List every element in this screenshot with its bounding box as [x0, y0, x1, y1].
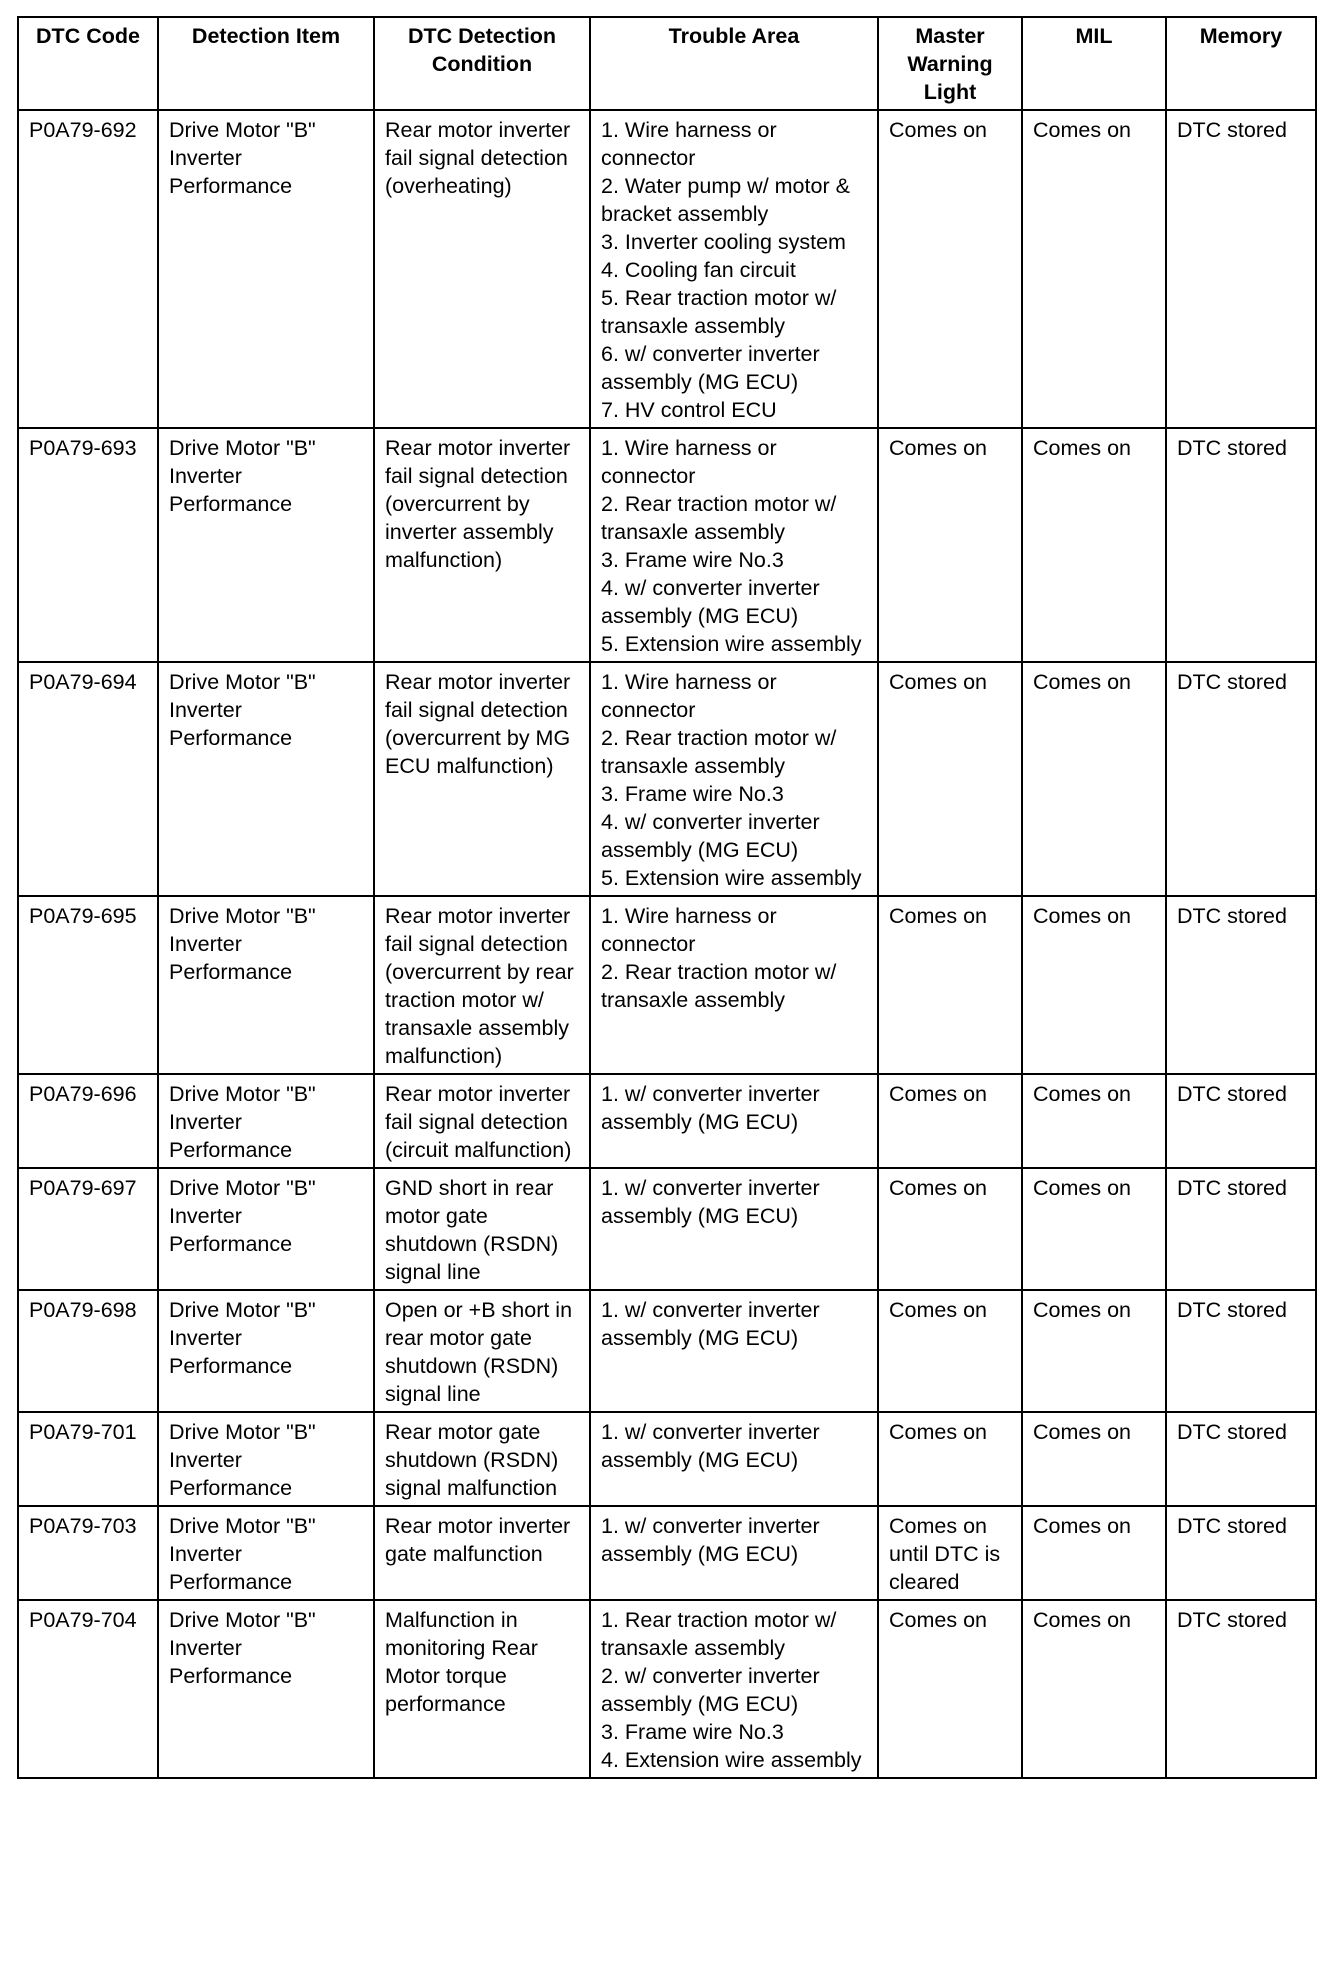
trouble-area-cell — [590, 896, 878, 1074]
dtc-code-cell: P0A79-698 — [18, 1290, 158, 1412]
trouble-area-item: 3. Inverter cooling system — [601, 230, 846, 254]
detection-item-cell: Drive Motor "B" Inverter Performance — [158, 896, 374, 1074]
trouble-area-item: 2. w/ converter inverter assembly (MG ECU) — [601, 1664, 820, 1716]
detection-item-cell: Drive Motor "B" Inverter Performance — [158, 428, 374, 662]
master-warning-light-cell: Comes on — [878, 896, 1022, 1074]
table-row — [18, 896, 1316, 1074]
table-body — [18, 110, 1316, 1778]
memory-cell: DTC stored — [1166, 1412, 1316, 1506]
header-master-warning-light: Master Warning Light — [878, 17, 1022, 110]
dtc-code-cell: P0A79-697 — [18, 1168, 158, 1290]
memory-cell: DTC stored — [1166, 1290, 1316, 1412]
table-row — [18, 1412, 1316, 1506]
trouble-area-item: 2. Rear traction motor w/ transaxle assembly — [601, 492, 837, 544]
header-row — [18, 17, 1316, 110]
table-row — [18, 1290, 1316, 1412]
trouble-area-item: 4. w/ converter inverter assembly (MG ECU) — [601, 810, 820, 862]
detection-condition-cell: Rear motor inverter fail signal detection (overcurrent by rear traction motor w/ transaxle assembly malfunction) — [374, 896, 590, 1074]
trouble-area-item: 1. w/ converter inverter assembly (MG ECU) — [601, 1082, 820, 1134]
detection-condition-cell: Rear motor inverter fail signal detection (overcurrent by MG ECU malfunction) — [374, 662, 590, 896]
mil-cell: Comes on — [1022, 1506, 1166, 1600]
trouble-area-cell — [590, 428, 878, 662]
memory-cell: DTC stored — [1166, 1074, 1316, 1168]
trouble-area-item: 1. w/ converter inverter assembly (MG ECU) — [601, 1514, 820, 1566]
trouble-area-item: 5. Rear traction motor w/ transaxle assembly — [601, 286, 837, 338]
mil-cell: Comes on — [1022, 1290, 1166, 1412]
trouble-area-cell — [590, 662, 878, 896]
detection-condition-cell: Rear motor gate shutdown (RSDN) signal malfunction — [374, 1412, 590, 1506]
trouble-area-item: 7. HV control ECU — [601, 398, 777, 422]
master-warning-light-cell: Comes on — [878, 110, 1022, 428]
header-detection-item: Detection Item — [158, 17, 374, 110]
detection-condition-cell: Rear motor inverter gate malfunction — [374, 1506, 590, 1600]
mil-cell: Comes on — [1022, 428, 1166, 662]
memory-cell: DTC stored — [1166, 896, 1316, 1074]
memory-cell: DTC stored — [1166, 1168, 1316, 1290]
memory-cell: DTC stored — [1166, 110, 1316, 428]
trouble-area-cell — [590, 1168, 878, 1290]
trouble-area-item: 2. Rear traction motor w/ transaxle assembly — [601, 960, 837, 1012]
detection-condition-cell: Open or +B short in rear motor gate shutdown (RSDN) signal line — [374, 1290, 590, 1412]
detection-item-cell: Drive Motor "B" Inverter Performance — [158, 1506, 374, 1600]
trouble-area-item: 3. Frame wire No.3 — [601, 1720, 784, 1744]
memory-cell: DTC stored — [1166, 662, 1316, 896]
mil-cell: Comes on — [1022, 1168, 1166, 1290]
trouble-area-cell — [590, 110, 878, 428]
trouble-area-cell — [590, 1074, 878, 1168]
trouble-area-item: 1. Wire harness or connector — [601, 118, 777, 170]
master-warning-light-cell: Comes on — [878, 1412, 1022, 1506]
detection-item-cell: Drive Motor "B" Inverter Performance — [158, 662, 374, 896]
memory-cell: DTC stored — [1166, 428, 1316, 662]
table-header — [18, 17, 1316, 110]
trouble-area-item: 3. Frame wire No.3 — [601, 548, 784, 572]
trouble-area-item: 6. w/ converter inverter assembly (MG ECU) — [601, 342, 820, 394]
mil-cell: Comes on — [1022, 896, 1166, 1074]
trouble-area-item: 4. Extension wire assembly — [601, 1748, 862, 1772]
trouble-area-cell — [590, 1412, 878, 1506]
trouble-area-item: 5. Extension wire assembly — [601, 866, 862, 890]
detection-item-cell: Drive Motor "B" Inverter Performance — [158, 1290, 374, 1412]
master-warning-light-cell: Comes on — [878, 1074, 1022, 1168]
mil-cell: Comes on — [1022, 1412, 1166, 1506]
trouble-area-cell — [590, 1290, 878, 1412]
table-row — [18, 1506, 1316, 1600]
detection-condition-cell: Malfunction in monitoring Rear Motor torque performance — [374, 1600, 590, 1778]
dtc-code-cell: P0A79-692 — [18, 110, 158, 428]
trouble-area-item: 3. Frame wire No.3 — [601, 782, 784, 806]
trouble-area-item: 4. w/ converter inverter assembly (MG ECU) — [601, 576, 820, 628]
trouble-area-item: 1. Wire harness or connector — [601, 436, 777, 488]
header-mil: MIL — [1022, 17, 1166, 110]
master-warning-light-cell: Comes on — [878, 1290, 1022, 1412]
master-warning-light-cell: Comes on until DTC is cleared — [878, 1506, 1022, 1600]
trouble-area-item: 1. w/ converter inverter assembly (MG ECU) — [601, 1176, 820, 1228]
dtc-code-cell: P0A79-694 — [18, 662, 158, 896]
detection-item-cell: Drive Motor "B" Inverter Performance — [158, 1412, 374, 1506]
trouble-area-item: 2. Rear traction motor w/ transaxle assembly — [601, 726, 837, 778]
header-detection-condition: DTC Detection Condition — [374, 17, 590, 110]
detection-condition-cell: GND short in rear motor gate shutdown (RSDN) signal line — [374, 1168, 590, 1290]
master-warning-light-cell: Comes on — [878, 1168, 1022, 1290]
header-trouble-area: Trouble Area — [590, 17, 878, 110]
master-warning-light-cell: Comes on — [878, 428, 1022, 662]
dtc-code-cell: P0A79-701 — [18, 1412, 158, 1506]
detection-condition-cell: Rear motor inverter fail signal detection (overheating) — [374, 110, 590, 428]
memory-cell: DTC stored — [1166, 1600, 1316, 1778]
detection-item-cell: Drive Motor "B" Inverter Performance — [158, 1168, 374, 1290]
dtc-code-cell: P0A79-693 — [18, 428, 158, 662]
trouble-area-item: 4. Cooling fan circuit — [601, 258, 796, 282]
trouble-area-item: 1. Wire harness or connector — [601, 670, 777, 722]
trouble-area-item: 5. Extension wire assembly — [601, 632, 862, 656]
trouble-area-item: 1. Rear traction motor w/ transaxle assembly — [601, 1608, 837, 1660]
trouble-area-item: 1. w/ converter inverter assembly (MG ECU) — [601, 1420, 820, 1472]
trouble-area-item: 2. Water pump w/ motor & bracket assembly — [601, 174, 850, 226]
table-row — [18, 1168, 1316, 1290]
header-memory: Memory — [1166, 17, 1316, 110]
table-row — [18, 662, 1316, 896]
dtc-code-cell: P0A79-704 — [18, 1600, 158, 1778]
mil-cell: Comes on — [1022, 662, 1166, 896]
detection-item-cell: Drive Motor "B" Inverter Performance — [158, 110, 374, 428]
table-row — [18, 1074, 1316, 1168]
trouble-area-item: 1. Wire harness or connector — [601, 904, 777, 956]
trouble-area-cell — [590, 1506, 878, 1600]
mil-cell: Comes on — [1022, 1600, 1166, 1778]
dtc-code-cell: P0A79-695 — [18, 896, 158, 1074]
trouble-area-item: 1. w/ converter inverter assembly (MG ECU) — [601, 1298, 820, 1350]
detection-condition-cell: Rear motor inverter fail signal detection (overcurrent by inverter assembly malfunction) — [374, 428, 590, 662]
mil-cell: Comes on — [1022, 110, 1166, 428]
dtc-code-cell: P0A79-696 — [18, 1074, 158, 1168]
dtc-table — [17, 16, 1317, 1779]
table-row — [18, 110, 1316, 428]
memory-cell: DTC stored — [1166, 1506, 1316, 1600]
master-warning-light-cell: Comes on — [878, 1600, 1022, 1778]
dtc-code-cell: P0A79-703 — [18, 1506, 158, 1600]
detection-item-cell: Drive Motor "B" Inverter Performance — [158, 1600, 374, 1778]
detection-item-cell: Drive Motor "B" Inverter Performance — [158, 1074, 374, 1168]
mil-cell: Comes on — [1022, 1074, 1166, 1168]
table-row — [18, 1600, 1316, 1778]
table-row — [18, 428, 1316, 662]
trouble-area-cell — [590, 1600, 878, 1778]
master-warning-light-cell: Comes on — [878, 662, 1022, 896]
header-dtc-code: DTC Code — [18, 17, 158, 110]
detection-condition-cell: Rear motor inverter fail signal detection (circuit malfunction) — [374, 1074, 590, 1168]
